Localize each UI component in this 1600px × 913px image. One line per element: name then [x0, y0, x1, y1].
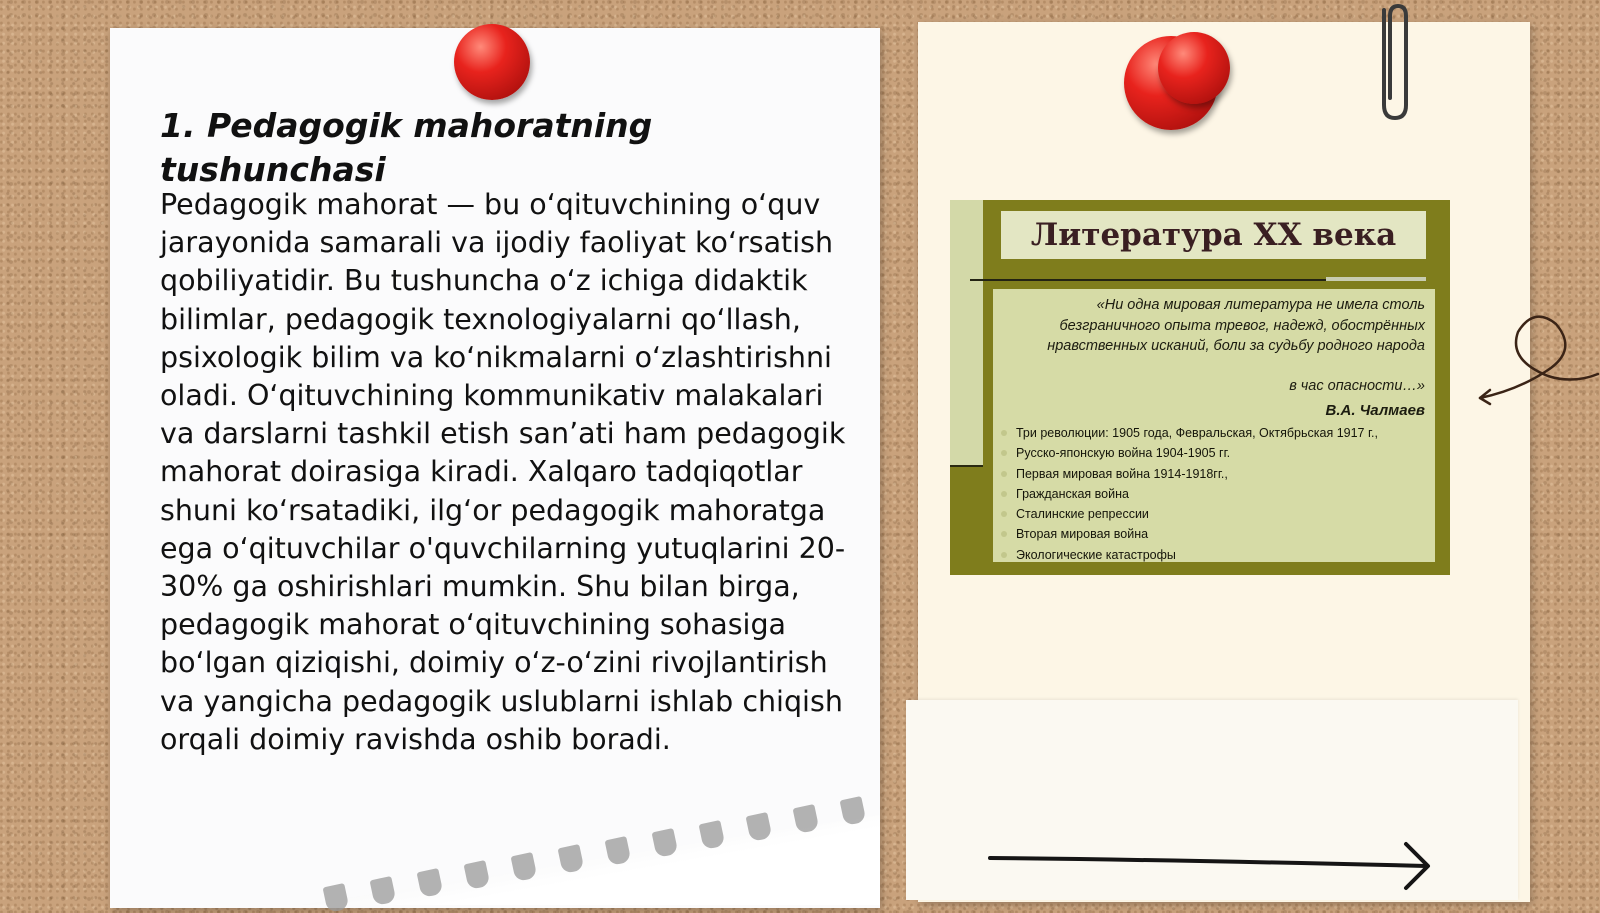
list-item: Гражданская война [999, 484, 1378, 504]
paperclip-icon [1370, 0, 1420, 125]
slide-divider [950, 465, 983, 467]
pushpin-icon [454, 24, 530, 100]
list-item: Русско-японскую война 1904-1905 гг. [999, 443, 1378, 463]
slide-quote: «Ни одна мировая литература не имела столь безграничного опыта тревог, надежд, обострённых нравственных исканий, боли за судьбу родного народа [1047, 297, 1425, 354]
arrow-right-icon [986, 838, 1448, 894]
section-title: 1. Pedagogik mahoratning tushunchasi [160, 106, 653, 189]
slide-bullet-list [999, 423, 1378, 565]
slide-title-box [1001, 211, 1426, 259]
slide-content-panel [993, 289, 1435, 562]
slide-quote-end: в час опасности…» [1289, 378, 1425, 394]
slide-title: Литература XX века [1030, 217, 1397, 253]
section-body-text: Pedagogik mahorat — bu oʻqituvchining oʻquv jarayonida samarali va ijodiy faoliyat koʻrsatish qobiliyatidir. Bu tushuncha oʻz ichiga didaktik bilimlar, pedagogik texnologiyalarni qoʻllash, psixologik bilim va koʻnikmalarni oʻzlashtirishni oladi. Oʻqituvchining kommunikativ malakalari va darslarni tashkil etish sanʼati ham pedagogik mahorat doirasiga kiradi. Xalqaro tadqiqotlar shuni koʻrsatadiki, ilgʻor pedagogik mahoratga ega oʻqituvchilar o'quvchilarning yutuqlarini 20-30% ga oshirishlari mumkin. Shu bilan birga, pedagogik mahorat oʻqituvchining sohasiga boʻlgan qiziqishi, doimiy oʻz-oʻzini rivojlantirish va yangicha pedagogik uslublarni ishlab chiqish orqali doimiy ravishda oshib boradi. [160, 188, 846, 756]
doodle-loop-arrow-icon [1478, 310, 1600, 410]
list-item: Экологические катастрофы [999, 545, 1378, 565]
slide-left-bar [950, 200, 983, 465]
list-item: Вторая мировая война [999, 524, 1378, 544]
pushpin-head-icon [1158, 32, 1230, 104]
slide-quote-author: В.А. Чалмаев [1325, 402, 1425, 419]
list-item: Сталинские репрессии [999, 504, 1378, 524]
slide-divider-highlight [1326, 277, 1426, 281]
list-item: Три революции: 1905 года, Февральская, Октябрьская 1917 г., [999, 423, 1378, 443]
list-item: Первая мировая война 1914-1918гг., [999, 464, 1378, 484]
slide-image [950, 200, 1450, 575]
